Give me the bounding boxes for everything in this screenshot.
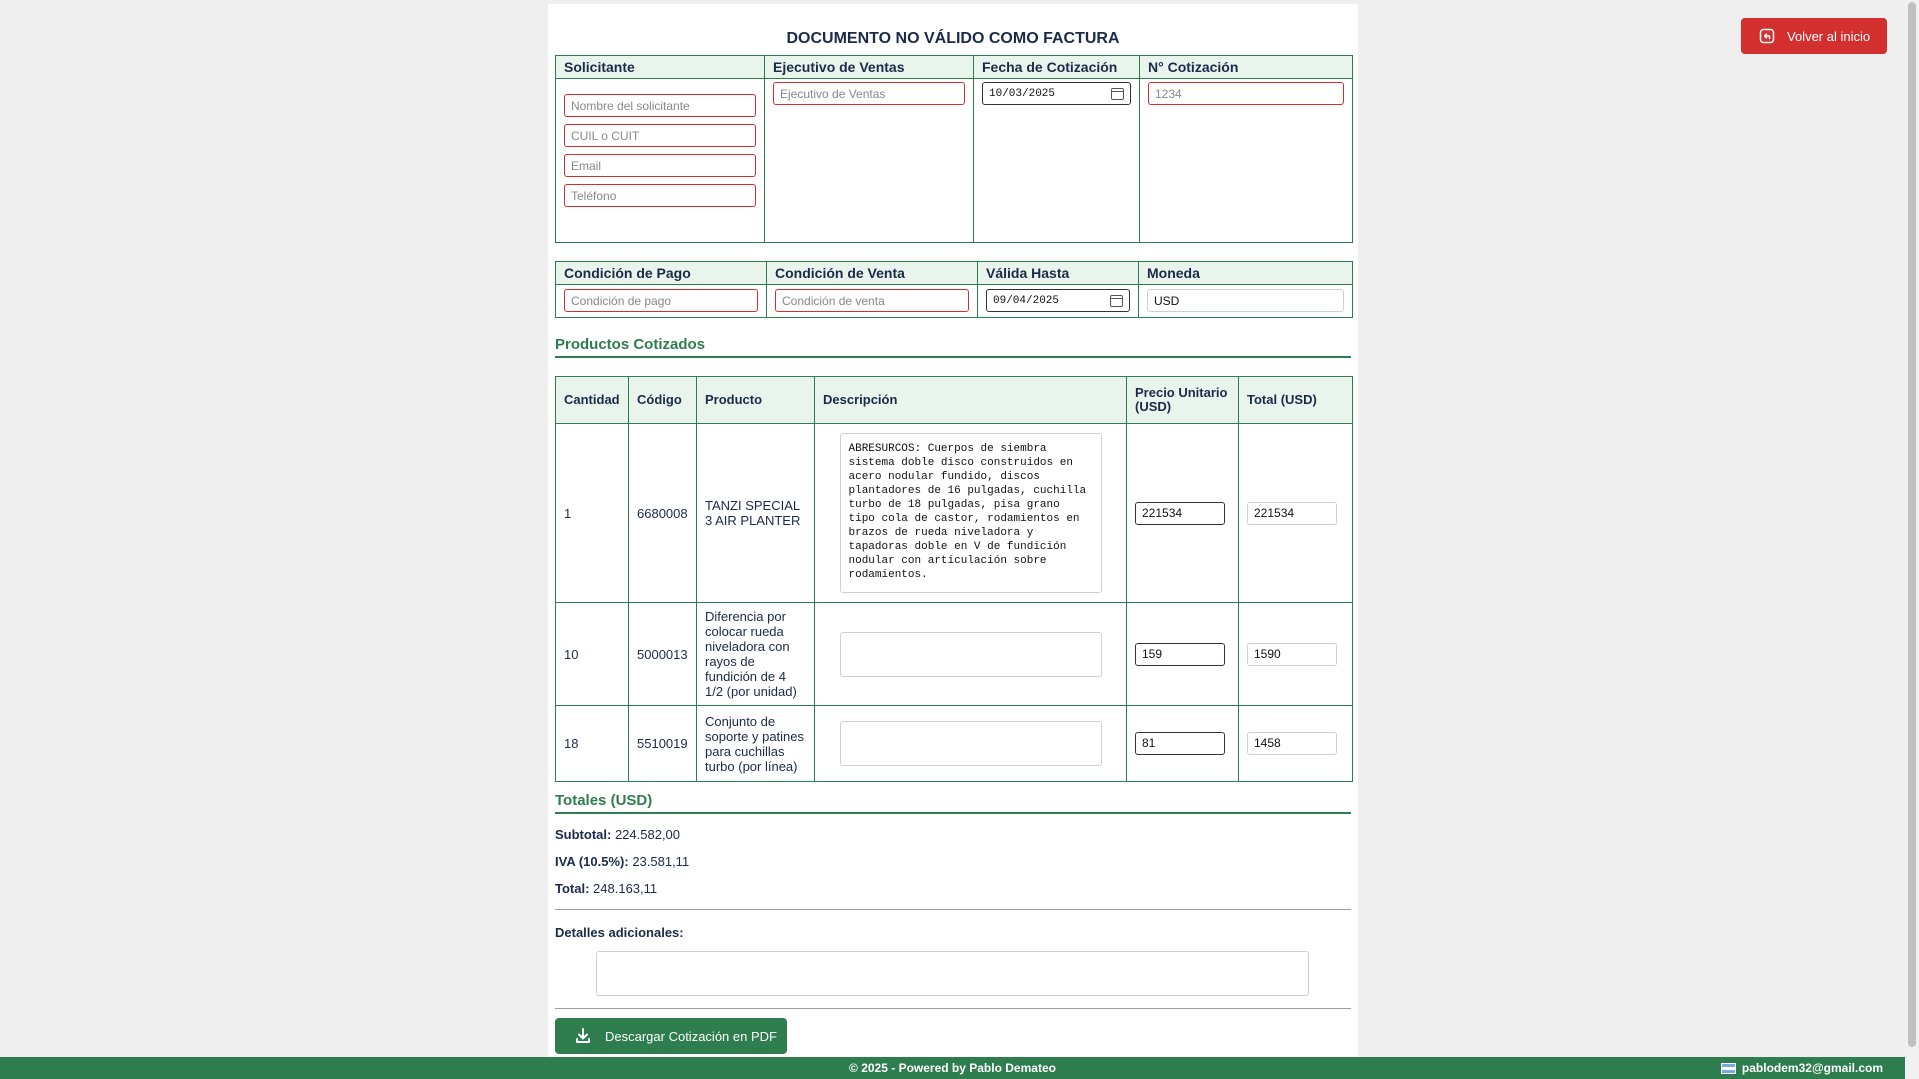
row-total-cell	[1239, 603, 1353, 706]
precio-input[interactable]: 81	[1135, 732, 1225, 755]
row-cantidad: 10	[556, 603, 629, 706]
ejecutivo-header: Ejecutivo de Ventas	[765, 56, 974, 79]
download-pdf-label: Descargar Cotización en PDF	[605, 1028, 777, 1044]
divider	[555, 909, 1351, 910]
numero-cell	[1140, 79, 1353, 243]
row-cantidad: 18	[556, 706, 629, 782]
col-descripcion: Descripción	[815, 377, 1127, 424]
row-codigo: 6680008	[629, 424, 697, 603]
col-producto: Producto	[697, 377, 815, 424]
row-descripcion-cell	[815, 706, 1127, 782]
subtotal-line	[555, 827, 680, 842]
col-total: Total (USD)	[1239, 377, 1353, 424]
condicion-venta-input[interactable]	[775, 289, 969, 312]
total-label: Total:	[555, 881, 590, 896]
products-table	[555, 376, 1353, 782]
descripcion-textarea[interactable]	[840, 632, 1102, 677]
row-codigo: 5510019	[629, 706, 697, 782]
row-total-cell	[1239, 424, 1353, 603]
fecha-header: Fecha de Cotización	[974, 56, 1140, 79]
back-home-label: Volver al inicio	[1787, 28, 1871, 44]
solicitante-header: Solicitante	[556, 56, 765, 79]
calendar-icon[interactable]	[1110, 295, 1123, 307]
footer-copyright: © 2025 - Powered by Pablo Demateo	[849, 1061, 1056, 1075]
row-producto: Diferencia por colocar rueda niveladora con rayos de fundición de 4 1/2 (por unidad)	[697, 603, 815, 706]
total-input[interactable]: 1590	[1247, 643, 1337, 666]
table-row	[556, 706, 1353, 782]
valida-cell	[978, 285, 1139, 318]
back-home-button[interactable]	[1741, 18, 1887, 54]
products-section-title: Productos Cotizados	[555, 336, 1351, 358]
numero-header: N° Cotización	[1140, 56, 1353, 79]
descripcion-textarea[interactable]	[840, 721, 1102, 766]
footer-email[interactable]: pablodem32@gmail.com	[1741, 1061, 1883, 1075]
moneda-header: Moneda	[1139, 262, 1353, 285]
scrollbar-thumb[interactable]	[1908, 2, 1916, 1047]
total-input[interactable]: 1458	[1247, 732, 1337, 755]
details-label: Detalles adicionales:	[555, 925, 684, 940]
row-descripcion-cell	[815, 603, 1127, 706]
solicitante-cell	[556, 79, 765, 243]
totals-section-title: Totales (USD)	[555, 792, 1351, 814]
col-precio: Precio Unitario (USD)	[1127, 377, 1239, 424]
precio-input[interactable]: 159	[1135, 643, 1225, 666]
row-descripcion-cell	[815, 424, 1127, 603]
total-input[interactable]: 221534	[1247, 502, 1337, 525]
footer-contact[interactable]	[1721, 1061, 1883, 1075]
venta-cell	[767, 285, 978, 318]
col-cantidad: Cantidad	[556, 377, 629, 424]
iva-value: 23.581,11	[632, 854, 690, 869]
total-value: 248.163,11	[593, 881, 658, 896]
calendar-icon[interactable]	[1111, 88, 1124, 100]
valida-header: Válida Hasta	[978, 262, 1139, 285]
row-producto: TANZI SPECIAL 3 AIR PLANTER	[697, 424, 815, 603]
footer	[0, 1057, 1905, 1079]
row-precio-cell	[1127, 424, 1239, 603]
descripcion-textarea[interactable]: ABRESURCOS: Cuerpos de siembra sistema doble disco construidos en acero nodular fundido, discos plantadores de 16 pulgadas, cuchilla turbo de 18 pulgadas, pisa grano tipo cola de castor, rodamientos en brazos de rueda niveladora y tapadoras doble en V de fundición nodular con articulación sobre rodamientos.	[840, 433, 1102, 593]
flag-icon	[1721, 1063, 1736, 1074]
ejecutivo-cell	[765, 79, 974, 243]
pago-cell	[556, 285, 767, 318]
valida-date-value: 09/04/2025	[993, 294, 1060, 307]
subtotal-value: 224.582,00	[614, 827, 681, 842]
precio-input[interactable]: 221534	[1135, 502, 1225, 525]
conditions-table	[555, 261, 1353, 318]
download-icon	[575, 1028, 591, 1044]
moneda-input[interactable]	[1147, 289, 1344, 312]
row-cantidad: 1	[556, 424, 629, 603]
page-scrollbar[interactable]	[1905, 0, 1919, 1079]
valida-date-input[interactable]	[986, 289, 1130, 312]
solicitante-name-input[interactable]	[564, 94, 756, 117]
download-pdf-button[interactable]	[555, 1018, 787, 1054]
solicitante-cuit-input[interactable]	[564, 124, 756, 147]
row-producto: Conjunto de soporte y patines para cuchillas turbo (por línea)	[697, 706, 815, 782]
subtotal-label: Subtotal:	[555, 827, 612, 842]
pago-header: Condición de Pago	[556, 262, 767, 285]
fecha-date-input[interactable]	[982, 82, 1131, 105]
iva-line	[555, 854, 689, 869]
table-row	[556, 424, 1353, 603]
solicitante-email-input[interactable]	[564, 154, 756, 177]
iva-label: IVA (10.5%):	[555, 854, 629, 869]
ejecutivo-input[interactable]	[773, 82, 965, 105]
fecha-date-value: 10/03/2025	[989, 87, 1056, 100]
col-codigo: Código	[629, 377, 697, 424]
fecha-cell	[974, 79, 1140, 243]
row-total-cell	[1239, 706, 1353, 782]
row-codigo: 5000013	[629, 603, 697, 706]
table-row	[556, 603, 1353, 706]
details-textarea[interactable]	[596, 951, 1309, 996]
quote-info-table	[555, 55, 1353, 243]
row-precio-cell	[1127, 706, 1239, 782]
venta-header: Condición de Venta	[767, 262, 978, 285]
numero-cotizacion-input[interactable]	[1148, 82, 1344, 105]
moneda-cell	[1139, 285, 1353, 318]
document-title: DOCUMENTO NO VÁLIDO COMO FACTURA	[786, 30, 1120, 47]
divider	[555, 1008, 1351, 1009]
return-icon	[1759, 28, 1775, 44]
solicitante-phone-input[interactable]	[564, 184, 756, 207]
condicion-pago-input[interactable]	[564, 289, 758, 312]
total-line	[555, 881, 657, 896]
row-precio-cell	[1127, 603, 1239, 706]
quote-sheet	[548, 4, 1358, 1058]
